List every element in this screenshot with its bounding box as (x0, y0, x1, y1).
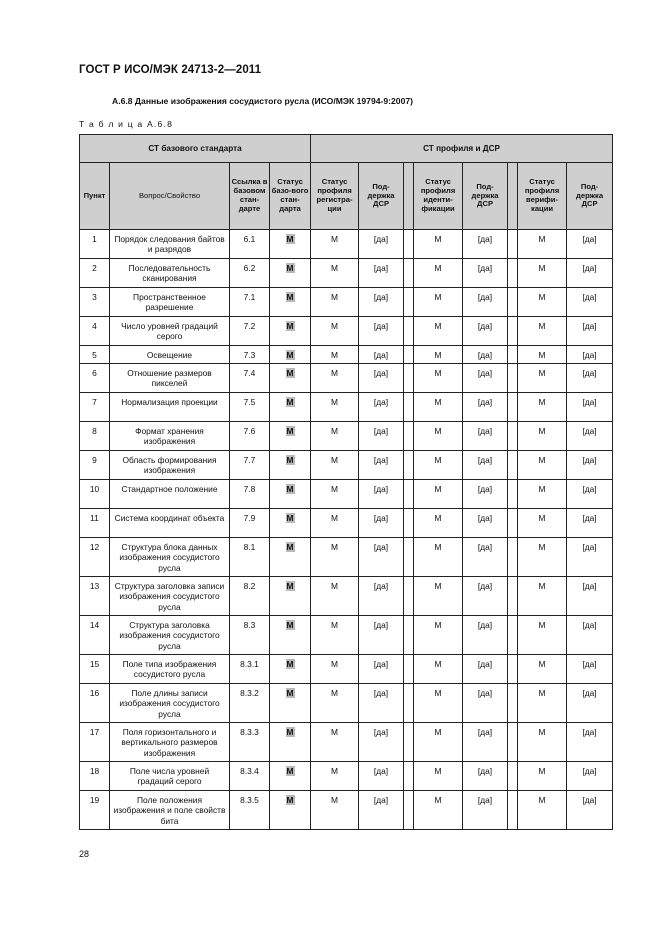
row-verification-status: M (518, 364, 567, 393)
column-header-identification-support: Под-держка ДСР (463, 163, 508, 230)
column-gap (508, 480, 518, 509)
row-item-number: 3 (80, 288, 110, 317)
row-registration-support: [да] (359, 723, 404, 762)
row-identification-status: M (414, 451, 463, 480)
table-row (80, 422, 613, 451)
row-identification-status: M (414, 364, 463, 393)
base-status-mark: M (286, 455, 294, 465)
row-identification-support: [да] (463, 230, 508, 259)
row-verification-status: M (518, 230, 567, 259)
column-header-base-status: Статус базо-вого стан-дарта (270, 163, 311, 230)
column-gap (508, 577, 518, 616)
column-header-reference: Ссылка в базовом стан-дарте (230, 163, 270, 230)
row-identification-status: M (414, 230, 463, 259)
row-identification-support: [да] (463, 538, 508, 577)
row-base-status (270, 538, 311, 577)
row-item-number: 1 (80, 230, 110, 259)
row-reference: 7.6 (230, 422, 270, 451)
row-registration-status: M (311, 317, 359, 346)
row-registration-support: [да] (359, 655, 404, 684)
row-registration-support: [да] (359, 684, 404, 723)
base-status-mark: M (286, 659, 294, 669)
row-identification-status: M (414, 577, 463, 616)
row-registration-support: [да] (359, 422, 404, 451)
column-header-verification-status: Статус профиля верифи-кации (518, 163, 567, 230)
base-status-mark: M (286, 620, 294, 630)
column-gap (404, 684, 414, 723)
row-registration-status: M (311, 288, 359, 317)
table-row (80, 577, 613, 616)
row-identification-support: [да] (463, 259, 508, 288)
row-reference: 8.1 (230, 538, 270, 577)
row-registration-support: [да] (359, 317, 404, 346)
row-identification-status: M (414, 655, 463, 684)
row-reference: 7.4 (230, 364, 270, 393)
column-header-row (80, 163, 613, 230)
column-gap (508, 364, 518, 393)
column-header-item: Пункт (80, 163, 110, 230)
base-status-mark: M (286, 263, 294, 273)
column-gap (404, 288, 414, 317)
row-identification-status: M (414, 422, 463, 451)
row-identification-status: M (414, 259, 463, 288)
column-gap (508, 163, 518, 230)
table-row (80, 259, 613, 288)
conformance-table (79, 134, 613, 830)
row-question: Структура заголовка записи изображения сосудистого русла (110, 577, 230, 616)
row-registration-support: [да] (359, 393, 404, 422)
row-registration-support: [да] (359, 616, 404, 655)
row-item-number: 11 (80, 509, 110, 538)
base-status-mark: M (286, 368, 294, 378)
row-question: Пространственное разрешение (110, 288, 230, 317)
row-identification-support: [да] (463, 655, 508, 684)
row-reference: 7.7 (230, 451, 270, 480)
table-row (80, 317, 613, 346)
row-registration-support: [да] (359, 791, 404, 830)
row-item-number: 9 (80, 451, 110, 480)
row-identification-status: M (414, 288, 463, 317)
row-registration-support: [да] (359, 509, 404, 538)
row-registration-status: M (311, 616, 359, 655)
row-question: Освещение (110, 346, 230, 364)
table-row (80, 723, 613, 762)
column-gap (404, 451, 414, 480)
row-question: Поле числа уровней градаций серого (110, 762, 230, 791)
row-question: Число уровней градаций серого (110, 317, 230, 346)
row-base-status (270, 791, 311, 830)
row-registration-status: M (311, 259, 359, 288)
table-row (80, 762, 613, 791)
row-question: Последовательность сканирования (110, 259, 230, 288)
row-reference: 8.3.3 (230, 723, 270, 762)
row-reference: 6.1 (230, 230, 270, 259)
row-identification-status: M (414, 723, 463, 762)
row-reference: 8.3.1 (230, 655, 270, 684)
group-header-row (80, 135, 613, 163)
row-verification-status: M (518, 538, 567, 577)
column-header-question: Вопрос/Свойство (110, 163, 230, 230)
column-gap (508, 393, 518, 422)
row-question: Формат хранения изображения (110, 422, 230, 451)
column-gap (508, 288, 518, 317)
table-row (80, 393, 613, 422)
row-registration-support: [да] (359, 259, 404, 288)
row-reference: 8.3.4 (230, 762, 270, 791)
row-reference: 7.8 (230, 480, 270, 509)
row-verification-status: M (518, 616, 567, 655)
row-question: Стандартное положение (110, 480, 230, 509)
row-registration-status: M (311, 422, 359, 451)
row-base-status (270, 509, 311, 538)
column-gap (508, 230, 518, 259)
column-header-identification-status: Статус профиля иденти-фикации (414, 163, 463, 230)
column-gap (508, 723, 518, 762)
row-reference: 8.3.2 (230, 684, 270, 723)
row-registration-status: M (311, 577, 359, 616)
base-status-mark: M (286, 513, 294, 523)
row-identification-support: [да] (463, 791, 508, 830)
column-header-registration-support: Под-держка ДСР (359, 163, 404, 230)
row-reference: 7.3 (230, 346, 270, 364)
column-gap (404, 422, 414, 451)
row-registration-status: M (311, 230, 359, 259)
row-question: Структура заголовка изображения сосудистого русла (110, 616, 230, 655)
column-gap (404, 616, 414, 655)
column-gap (508, 451, 518, 480)
row-verification-support: [да] (567, 451, 613, 480)
column-gap (404, 762, 414, 791)
row-reference: 7.1 (230, 288, 270, 317)
row-identification-support: [да] (463, 288, 508, 317)
table-row (80, 230, 613, 259)
group-header-profile: СТ профиля и ДСР (311, 135, 613, 163)
row-registration-status: M (311, 538, 359, 577)
row-verification-support: [да] (567, 509, 613, 538)
column-gap (404, 364, 414, 393)
row-verification-status: M (518, 259, 567, 288)
row-reference: 6.2 (230, 259, 270, 288)
row-verification-status: M (518, 762, 567, 791)
row-registration-support: [да] (359, 480, 404, 509)
row-identification-status: M (414, 616, 463, 655)
table-row (80, 791, 613, 830)
base-status-mark: M (286, 581, 294, 591)
table-caption: Т а б л и ц а А.6.8 (79, 119, 174, 129)
row-identification-support: [да] (463, 317, 508, 346)
row-verification-status: M (518, 655, 567, 684)
row-reference: 8.3.5 (230, 791, 270, 830)
row-verification-support: [да] (567, 393, 613, 422)
column-gap (404, 317, 414, 346)
row-base-status (270, 480, 311, 509)
row-registration-status: M (311, 684, 359, 723)
row-item-number: 17 (80, 723, 110, 762)
row-registration-support: [да] (359, 762, 404, 791)
row-verification-support: [да] (567, 288, 613, 317)
row-item-number: 16 (80, 684, 110, 723)
row-verification-support: [да] (567, 480, 613, 509)
row-registration-status: M (311, 509, 359, 538)
column-header-registration-status: Статус профиля регистра-ции (311, 163, 359, 230)
row-item-number: 5 (80, 346, 110, 364)
row-identification-support: [да] (463, 451, 508, 480)
row-reference: 8.2 (230, 577, 270, 616)
row-verification-support: [да] (567, 317, 613, 346)
row-identification-support: [да] (463, 346, 508, 364)
row-verification-support: [да] (567, 538, 613, 577)
row-identification-support: [да] (463, 364, 508, 393)
row-item-number: 2 (80, 259, 110, 288)
row-item-number: 10 (80, 480, 110, 509)
row-verification-support: [да] (567, 762, 613, 791)
row-identification-status: M (414, 509, 463, 538)
row-verification-support: [да] (567, 616, 613, 655)
row-item-number: 14 (80, 616, 110, 655)
table-row (80, 538, 613, 577)
base-status-mark: M (286, 484, 294, 494)
column-gap (404, 480, 414, 509)
column-gap (404, 393, 414, 422)
row-item-number: 15 (80, 655, 110, 684)
row-base-status (270, 422, 311, 451)
row-base-status (270, 616, 311, 655)
base-status-mark: M (286, 766, 294, 776)
base-status-mark: M (286, 688, 294, 698)
row-identification-support: [да] (463, 509, 508, 538)
row-registration-support: [да] (359, 451, 404, 480)
column-gap (508, 616, 518, 655)
row-identification-support: [да] (463, 684, 508, 723)
table-body (80, 230, 613, 830)
row-reference: 7.5 (230, 393, 270, 422)
base-status-mark: M (286, 234, 294, 244)
table-row (80, 480, 613, 509)
row-verification-support: [да] (567, 259, 613, 288)
table-row (80, 616, 613, 655)
row-base-status (270, 577, 311, 616)
row-question: Поле типа изображения сосудистого русла (110, 655, 230, 684)
row-verification-status: M (518, 791, 567, 830)
row-base-status (270, 723, 311, 762)
base-status-mark: M (286, 350, 294, 360)
row-verification-status: M (518, 509, 567, 538)
row-verification-support: [да] (567, 684, 613, 723)
row-verification-status: M (518, 723, 567, 762)
column-gap (404, 230, 414, 259)
column-gap (404, 538, 414, 577)
table-row (80, 346, 613, 364)
row-verification-status: M (518, 577, 567, 616)
column-gap (508, 655, 518, 684)
row-registration-status: M (311, 393, 359, 422)
row-item-number: 6 (80, 364, 110, 393)
row-verification-support: [да] (567, 230, 613, 259)
row-base-status (270, 346, 311, 364)
row-question: Поле положения изображения и поле свойств бита (110, 791, 230, 830)
row-verification-status: M (518, 422, 567, 451)
row-verification-support: [да] (567, 577, 613, 616)
row-registration-status: M (311, 655, 359, 684)
column-header-verification-support: Под-держка ДСР (567, 163, 613, 230)
column-gap (404, 655, 414, 684)
row-base-status (270, 655, 311, 684)
row-verification-support: [да] (567, 723, 613, 762)
row-registration-support: [да] (359, 364, 404, 393)
row-base-status (270, 230, 311, 259)
column-gap (508, 259, 518, 288)
column-gap (404, 509, 414, 538)
column-gap (404, 723, 414, 762)
row-verification-support: [да] (567, 346, 613, 364)
row-question: Порядок следования байтов и разрядов (110, 230, 230, 259)
row-identification-support: [да] (463, 616, 508, 655)
row-base-status (270, 288, 311, 317)
row-question: Отношение размеров пикселей (110, 364, 230, 393)
base-status-mark: M (286, 397, 294, 407)
row-item-number: 8 (80, 422, 110, 451)
base-status-mark: M (286, 426, 294, 436)
row-registration-status: M (311, 480, 359, 509)
row-verification-status: M (518, 393, 567, 422)
row-identification-status: M (414, 480, 463, 509)
row-item-number: 7 (80, 393, 110, 422)
row-identification-status: M (414, 791, 463, 830)
row-verification-status: M (518, 480, 567, 509)
row-verification-status: M (518, 346, 567, 364)
row-identification-support: [да] (463, 422, 508, 451)
row-registration-support: [да] (359, 230, 404, 259)
column-gap (404, 163, 414, 230)
row-verification-support: [да] (567, 791, 613, 830)
row-identification-support: [да] (463, 723, 508, 762)
row-identification-support: [да] (463, 480, 508, 509)
column-gap (508, 762, 518, 791)
row-registration-status: M (311, 791, 359, 830)
column-gap (508, 684, 518, 723)
column-gap (508, 791, 518, 830)
row-identification-status: M (414, 762, 463, 791)
row-base-status (270, 364, 311, 393)
column-gap (404, 346, 414, 364)
section-title: А.6.8 Данные изображения сосудистого русла (ИСО/МЭК 19794-9:2007) (112, 96, 413, 106)
base-status-mark: M (286, 727, 294, 737)
row-base-status (270, 259, 311, 288)
row-question: Система координат объекта (110, 509, 230, 538)
row-registration-status: M (311, 451, 359, 480)
table-row (80, 364, 613, 393)
row-verification-support: [да] (567, 364, 613, 393)
column-gap (508, 509, 518, 538)
row-registration-support: [да] (359, 288, 404, 317)
table-row (80, 684, 613, 723)
row-identification-support: [да] (463, 762, 508, 791)
document-title: ГОСТ Р ИСО/МЭК 24713-2—2011 (79, 64, 262, 76)
row-item-number: 19 (80, 791, 110, 830)
row-reference: 7.9 (230, 509, 270, 538)
row-base-status (270, 451, 311, 480)
row-identification-status: M (414, 393, 463, 422)
column-gap (404, 577, 414, 616)
row-verification-support: [да] (567, 422, 613, 451)
base-status-mark: M (286, 321, 294, 331)
column-gap (508, 317, 518, 346)
row-question: Структура блока данных изображения сосудистого русла (110, 538, 230, 577)
column-gap (508, 346, 518, 364)
row-registration-status: M (311, 346, 359, 364)
row-identification-status: M (414, 538, 463, 577)
row-base-status (270, 317, 311, 346)
row-registration-support: [да] (359, 577, 404, 616)
column-gap (508, 422, 518, 451)
row-item-number: 12 (80, 538, 110, 577)
row-identification-support: [да] (463, 577, 508, 616)
table-row (80, 655, 613, 684)
column-gap (508, 538, 518, 577)
column-gap (404, 791, 414, 830)
row-question: Поля горизонтального и вертикального размеров изображения (110, 723, 230, 762)
table-row (80, 451, 613, 480)
row-registration-status: M (311, 762, 359, 791)
table-row (80, 288, 613, 317)
row-verification-status: M (518, 288, 567, 317)
group-header-base-standard: СТ базового стандарта (80, 135, 311, 163)
column-gap (404, 259, 414, 288)
row-item-number: 4 (80, 317, 110, 346)
row-registration-status: M (311, 364, 359, 393)
row-identification-status: M (414, 684, 463, 723)
base-status-mark: M (286, 542, 294, 552)
row-registration-support: [да] (359, 346, 404, 364)
page-number: 28 (79, 849, 90, 859)
row-registration-status: M (311, 723, 359, 762)
row-reference: 7.2 (230, 317, 270, 346)
row-base-status (270, 762, 311, 791)
row-verification-support: [да] (567, 655, 613, 684)
row-verification-status: M (518, 317, 567, 346)
row-verification-status: M (518, 451, 567, 480)
row-reference: 8.3 (230, 616, 270, 655)
row-registration-support: [да] (359, 538, 404, 577)
row-question: Нормализация проекции (110, 393, 230, 422)
row-item-number: 18 (80, 762, 110, 791)
row-identification-status: M (414, 346, 463, 364)
row-identification-status: M (414, 317, 463, 346)
base-status-mark: M (286, 795, 294, 805)
row-verification-status: M (518, 684, 567, 723)
row-identification-support: [да] (463, 393, 508, 422)
table-row (80, 509, 613, 538)
base-status-mark: M (286, 292, 294, 302)
row-item-number: 13 (80, 577, 110, 616)
row-question: Область формирования изображения (110, 451, 230, 480)
row-base-status (270, 393, 311, 422)
row-question: Поле длины записи изображения сосудистого русла (110, 684, 230, 723)
row-base-status (270, 684, 311, 723)
